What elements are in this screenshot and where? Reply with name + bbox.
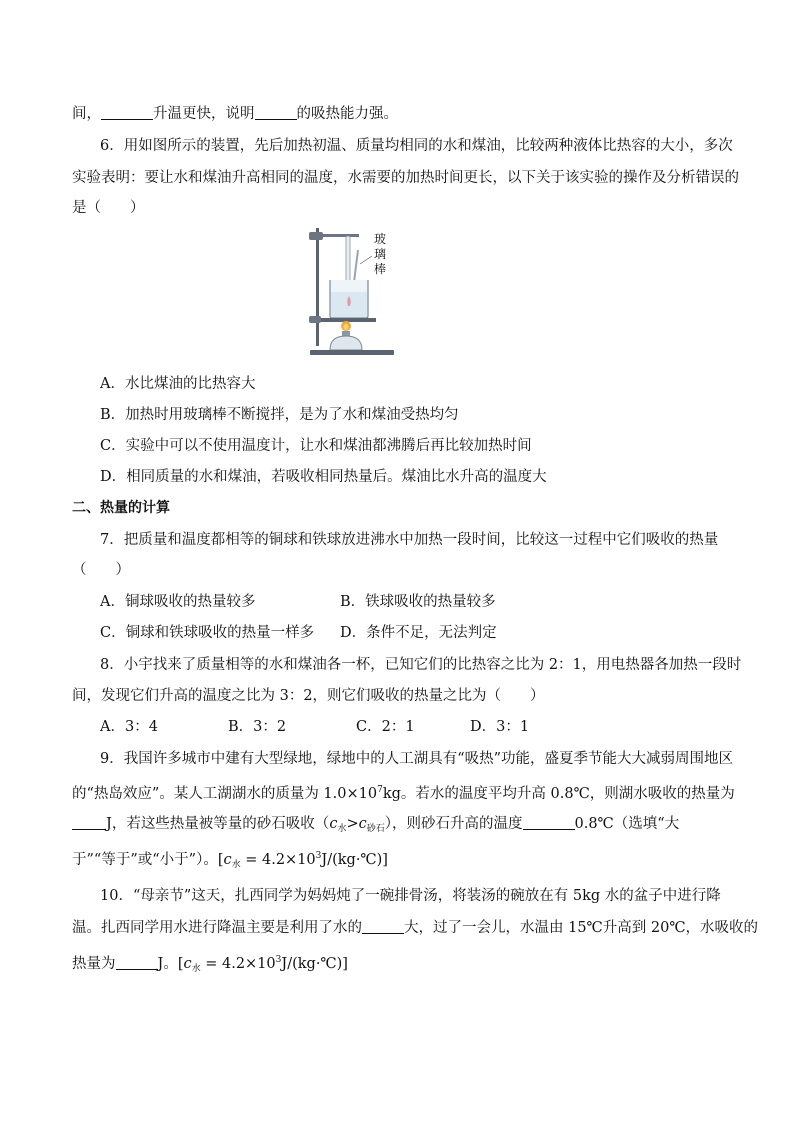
q5-text-1: 间， — [72, 106, 101, 122]
q7-options-row-1 — [100, 592, 722, 612]
q9-sub-sand: 砂石 — [366, 824, 385, 834]
q10-line-1: 10．“母亲节”这天，扎西同学为妈妈炖了一碗排骨汤，将装汤的碗放在有 5kg 水的盆子中进行降 — [100, 888, 721, 904]
q7-stem-line-1: 7．把质量和温度都相等的铜球和铁球放进沸水中加热一段时间，比较这一过程中它们吸收的热量 — [100, 532, 719, 548]
q9-blank-heat[interactable] — [72, 815, 106, 830]
q9-text-3b: ），则砂石升高的温度 — [384, 816, 523, 832]
q10-blank-heat[interactable] — [116, 955, 158, 970]
q9-c-symbol-2: c — [358, 816, 367, 832]
q6-option-a[interactable]: A．水比煤油的比热容大 — [100, 376, 256, 392]
q5-tail-line — [72, 104, 722, 124]
q9-text-4b: = 4.2×10 — [240, 852, 316, 868]
q9-text-4c: J/(kg·℃)] — [321, 852, 388, 868]
q9-line-1: 9．我国许多城市中建有大型绿地，绿地中的人工湖具有“吸热”功能，盛夏季节能大大减弱周围地区 — [100, 751, 734, 767]
q9-text-4a: 于”“等于”或“小于”）。[ — [72, 852, 224, 868]
q9-text-2b: kg。若水的温度平均升高 0.8℃，则湖水吸收的热量为 — [382, 786, 735, 802]
section-heading: 二、热量的计算 — [72, 500, 170, 516]
q9-line-2 — [72, 780, 735, 804]
q6-stem-line-1: 6．用如图所示的装置，先后加热初温、质量均相同的水和煤油，比较两种液体比热容的大小，多次 — [100, 138, 733, 154]
q7-option-d[interactable]: D．条件不足，无法判定 — [340, 625, 497, 641]
q10-text-3c: = 4.2×10 — [200, 956, 276, 972]
q9-c-symbol-3: c — [223, 852, 232, 868]
q9-c-symbol-1: c — [329, 816, 338, 832]
q9-gt-sign: > — [346, 816, 359, 832]
q8-option-c[interactable]: C．2：1 — [356, 719, 415, 735]
q9-exponent-2: 3 — [315, 851, 322, 861]
q9-sub-water: 水 — [337, 824, 347, 834]
q8-options-row — [100, 717, 722, 737]
q7-option-a[interactable]: A．铜球吸收的热量较多 — [100, 594, 256, 610]
q8-stem-line-1: 8．小宇找来了质量相等的水和煤油各一杯，已知它们的比热容之比为 2：1，用电热器各加热一段时 — [100, 657, 742, 673]
q7-options-row-2 — [100, 623, 722, 643]
q10-text-3b: J。[ — [157, 956, 184, 972]
q6-option-d[interactable]: D．相同质量的水和煤油，若吸收相同热量后。煤油比水升高的温度大 — [100, 469, 547, 485]
q9-text-2a: 的“热岛效应”。某人工湖湖水的质量为 1.0×10 — [72, 786, 378, 802]
q10-line-2 — [72, 918, 759, 938]
q9-text-3a: J，若这些热量被等量的砂石吸收（ — [106, 816, 330, 832]
q10-exponent: 3 — [275, 955, 282, 965]
q10-blank-property[interactable] — [362, 919, 404, 934]
q9-line-3 — [72, 814, 722, 839]
q9-line-4 — [72, 846, 722, 875]
q6-stem-line-3: 是（ ） — [72, 200, 145, 216]
q10-text-3d: J/(kg·℃)] — [281, 956, 348, 972]
q9-exponent-1: 7 — [377, 785, 383, 795]
q5-blank-1[interactable] — [101, 105, 153, 120]
q7-option-c[interactable]: C．铜球和铁球吸收的热量一样多 — [100, 625, 315, 641]
beaker-heating-apparatus-figure — [300, 222, 410, 364]
q7-stem-line-2: （ ） — [72, 562, 130, 578]
q6-stem-line-2: 实验表明：要让水和煤油升高相同的温度，水需要的加热时间更长，以下关于该实验的操作及分析错误的 — [72, 170, 739, 186]
q5-text-2: 升温更快，说明 — [153, 106, 255, 122]
q5-blank-2[interactable] — [255, 105, 297, 120]
q10-text-3a: 热量为 — [72, 956, 116, 972]
q10-line-3 — [72, 950, 722, 979]
q5-text-3: 的吸热能力强。 — [296, 106, 398, 122]
q10-text-2a: 温。扎西同学用水进行降温主要是利用了水的 — [72, 920, 362, 936]
q7-option-b[interactable]: B．铁球吸收的热量较多 — [340, 594, 496, 610]
q8-option-d[interactable]: D．3：1 — [470, 719, 530, 735]
q9-blank-compare[interactable] — [523, 815, 575, 830]
q10-c-symbol: c — [183, 956, 192, 972]
q8-stem-line-2: 间，发现它们升高的温度之比为 3：2，则它们吸收的热量之比为（ ） — [72, 688, 545, 704]
q8-option-b[interactable]: B．3：2 — [228, 719, 287, 735]
q9-sub-water-2: 水 — [231, 860, 241, 870]
q6-option-b[interactable]: B．加热时用玻璃棒不断搅拌，是为了水和煤油受热均匀 — [100, 407, 459, 423]
glass-rod-label: 玻璃棒 — [373, 232, 386, 276]
q10-text-2b: 大，过了一会儿，水温由 15℃升高到 20℃，水吸收的 — [404, 920, 759, 936]
q10-sub-water: 水 — [191, 964, 201, 974]
q9-text-3c: 0.8℃（选填“大 — [574, 816, 680, 832]
q8-option-a[interactable]: A．3：4 — [100, 719, 158, 735]
q6-option-c[interactable]: C．实验中可以不使用温度计，让水和煤油都沸腾后再比较加热时间 — [100, 438, 532, 454]
